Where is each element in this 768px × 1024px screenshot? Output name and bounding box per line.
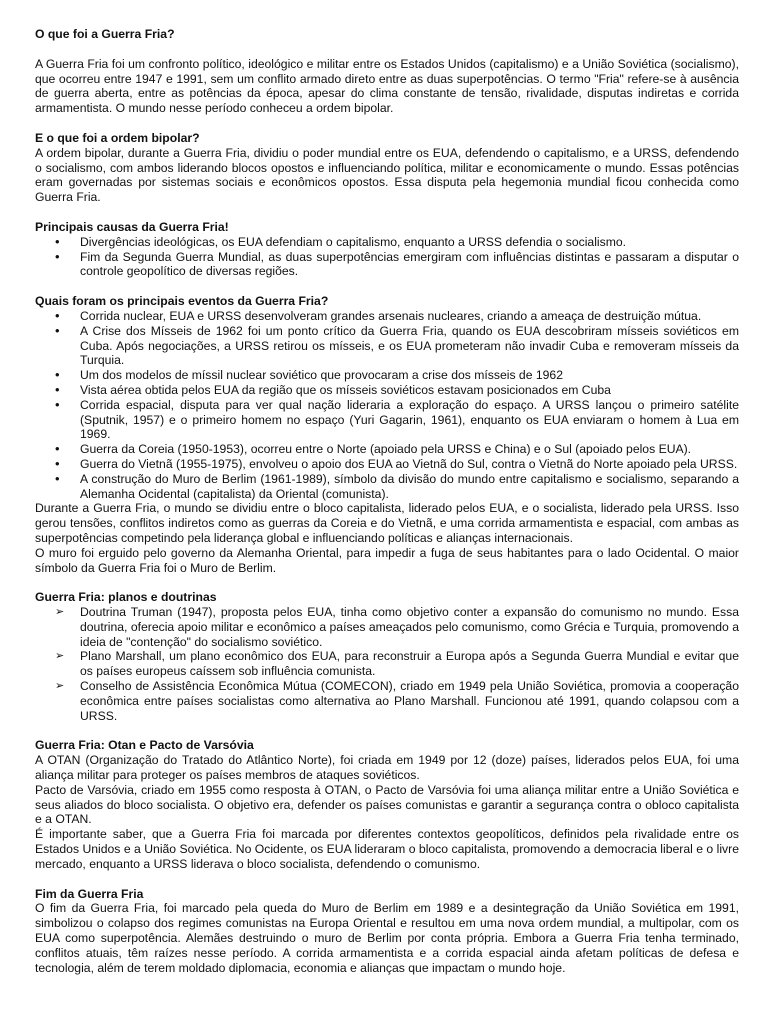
section-title-planos: Guerra Fria: planos e doutrinas [35, 590, 217, 605]
list-item: • Corrida nuclear, EUA e URSS desenvolveram grandes arsenais nucleares, criando a ameaça de destruição mútua. [35, 309, 739, 324]
list-item: • Divergências ideológicas, os EUA defendiam o capitalismo, enquanto a URSS defendia o socialismo. [35, 235, 739, 250]
paragraph-definicao: A Guerra Fria foi um confronto político, ideológico e militar entre os Estados Unidos (capitalismo) e a União Soviética (socialismo), que ocorreu entre 1947 e 1991, sem um conflito armado direto entre as duas superpotências. O termo "Fria" refere-se à ausência de guerra aberta, entre as potências da época, apesar do clima constante de tensão, rivalidade, disputas indiretas e corrida armamentista. O mundo nesse período conheceu a ordem bipolar. [35, 56, 739, 116]
list-item: ➢ Conselho de Assistência Econômica Mútua (COMECON), criado em 1949 pela União Soviética, promovia a cooperação econômica entre países socialistas como alternativa ao Plano Marshall. Funcionou até 1991, quando colapsou com a URSS. [35, 679, 739, 723]
section-title-eventos: Quais foram os principais eventos da Guerra Fria? [35, 294, 329, 309]
paragraph-muro: O muro foi erguido pelo governo da Alemanha Oriental, para impedir a fuga de seus habitantes para o lado Ocidental. O maior símbolo da Guerra Fria foi o Muro de Berlim. [35, 545, 739, 575]
list-item: ➢ Doutrina Truman (1947), proposta pelos EUA, tinha como objetivo conter a expansão do comunismo no mundo. Essa doutrina, oferecia apoio militar e econômico a países ameaçados pelo comunismo, como Grécia e Turquia, promovendo a ideia de "contenção" do socialismo soviético. [35, 605, 739, 649]
planos-list [35, 605, 739, 723]
document-body [35, 27, 739, 975]
paragraph-fim: O fim da Guerra Fria, foi marcado pela queda do Muro de Berlim em 1989 e a desintegração da União Soviética em 1991, simbolizou o colapso dos regimes comunistas na Europa Oriental e resultou em uma nova ordem mundial, a multipolar, com os EUA como superpotência. Alemães destruindo o muro de Berlim por conta própria. Embora a Guerra Fria tenha terminado, conflitos atuais, têm raízes nesse período. A corrida armamentista e a corrida espacial ainda afetam políticas de defesa e tecnologia, além de terem moldado diplomacia, economia e alianças que impactam o mundo hoje. [35, 901, 739, 975]
list-item: • Guerra da Coreia (1950-1953), ocorreu entre o Norte (apoiado pela URSS e China) e o Sul (apoiado pelos EUA). [35, 442, 739, 457]
list-item: • A construção do Muro de Berlim (1961-1989), símbolo da divisão do mundo entre capitalismo e socialismo, separando a Alemanha Ocidental (capitalista) da Oriental (comunista). [35, 472, 739, 502]
paragraph-divisao-mundo: Durante a Guerra Fria, o mundo se dividiu entre o bloco capitalista, liderado pelos EUA, e o socialista, liderado pela URSS. Isso gerou tensões, conflitos indiretos como as guerras da Coreia e do Vietnã, e uma corrida armamentista e espacial, com ambas as superpotências competindo pela liderança global e influenciando políticas e alianças internacionais. [35, 501, 739, 545]
section-title-otan: Guerra Fria: Otan e Pacto de Varsóvia [35, 738, 254, 753]
paragraph-ordem-bipolar: A ordem bipolar, durante a Guerra Fria, dividiu o poder mundial entre os EUA, defendendo o capitalismo, e a URSS, defendendo o socialismo, com ambos liderando blocos opostos e influenciando política, militar e economicamente o mundo. Essas potências eram governadas por sistemas sociais e econômicos opostos. Essa disputa pela hegemonia mundial ficou conhecida como Guerra Fria. [35, 145, 739, 205]
paragraph-contextos: É importante saber, que a Guerra Fria foi marcada por diferentes contextos geopolíticos, definidos pela rivalidade entre os Estados Unidos e a União Soviética. No Ocidente, os EUA lideraram o bloco capitalista, promovendo a democracia liberal e o livre mercado, enquanto a URSS liderava o bloco socialista, defendendo o comunismo. [35, 827, 739, 871]
list-item: • A Crise dos Mísseis de 1962 foi um ponto crítico da Guerra Fria, quando os EUA descobriram mísseis soviéticos em Cuba. Após negociações, a URSS retirou os mísseis, e os EUA prometeram não invadir Cuba e removeram mísseis da Turquia. [35, 324, 739, 368]
section-title-fim: Fim da Guerra Fria [35, 886, 144, 901]
list-item: • Guerra do Vietnã (1955-1975), envolveu o apoio dos EUA ao Vietnã do Sul, contra o Vietnã do Norte apoiado pela URSS. [35, 457, 739, 472]
list-item: ➢ Plano Marshall, um plano econômico dos EUA, para reconstruir a Europa após a Segunda Guerra Mundial e evitar que os países europeus caíssem sob influência comunista. [35, 649, 739, 679]
list-item: • Fim da Segunda Guerra Mundial, as duas superpotências emergiram com influências distintas e passaram a disputar o controle geopolítico de diversas regiões. [35, 250, 739, 280]
paragraph-otan: A OTAN (Organização do Tratado do Atlântico Norte), foi criada em 1949 por 12 (doze) países, liderados pelos EUA, foi uma aliança militar para proteger os países membros de ataques soviéticos. [35, 753, 739, 783]
causas-list [35, 235, 739, 279]
section-title-causas: Principais causas da Guerra Fria! [35, 219, 229, 234]
eventos-list [35, 309, 739, 501]
section-title-ordem-bipolar: E o que foi a ordem bipolar? [35, 130, 200, 145]
paragraph-pacto-varsovia: Pacto de Varsóvia, criado em 1955 como resposta à OTAN, o Pacto de Varsóvia foi uma aliança militar entre a União Soviética e seus aliados do bloco socialista. O objetivo era, defender os países comunistas e garantir a segurança contra o obloco capitalista e a OTAN. [35, 782, 739, 827]
list-item: • Corrida espacial, disputa para ver qual nação lideraria a exploração do espaço. A URSS lançou o primeiro satélite (Sputnik, 1957) e o primeiro homem no espaço (Yuri Gagarin, 1961), enquanto os EUA enviaram o homem à Lua em 1969. [35, 398, 739, 442]
list-item: • Vista aérea obtida pelos EUA da região que os mísseis soviéticos estavam posicionados em Cuba [35, 383, 739, 398]
section-title-o-que-foi: O que foi a Guerra Fria? [35, 27, 175, 41]
list-item: • Um dos modelos de míssil nuclear soviético que provocaram a crise dos mísseis de 1962 [35, 368, 739, 383]
